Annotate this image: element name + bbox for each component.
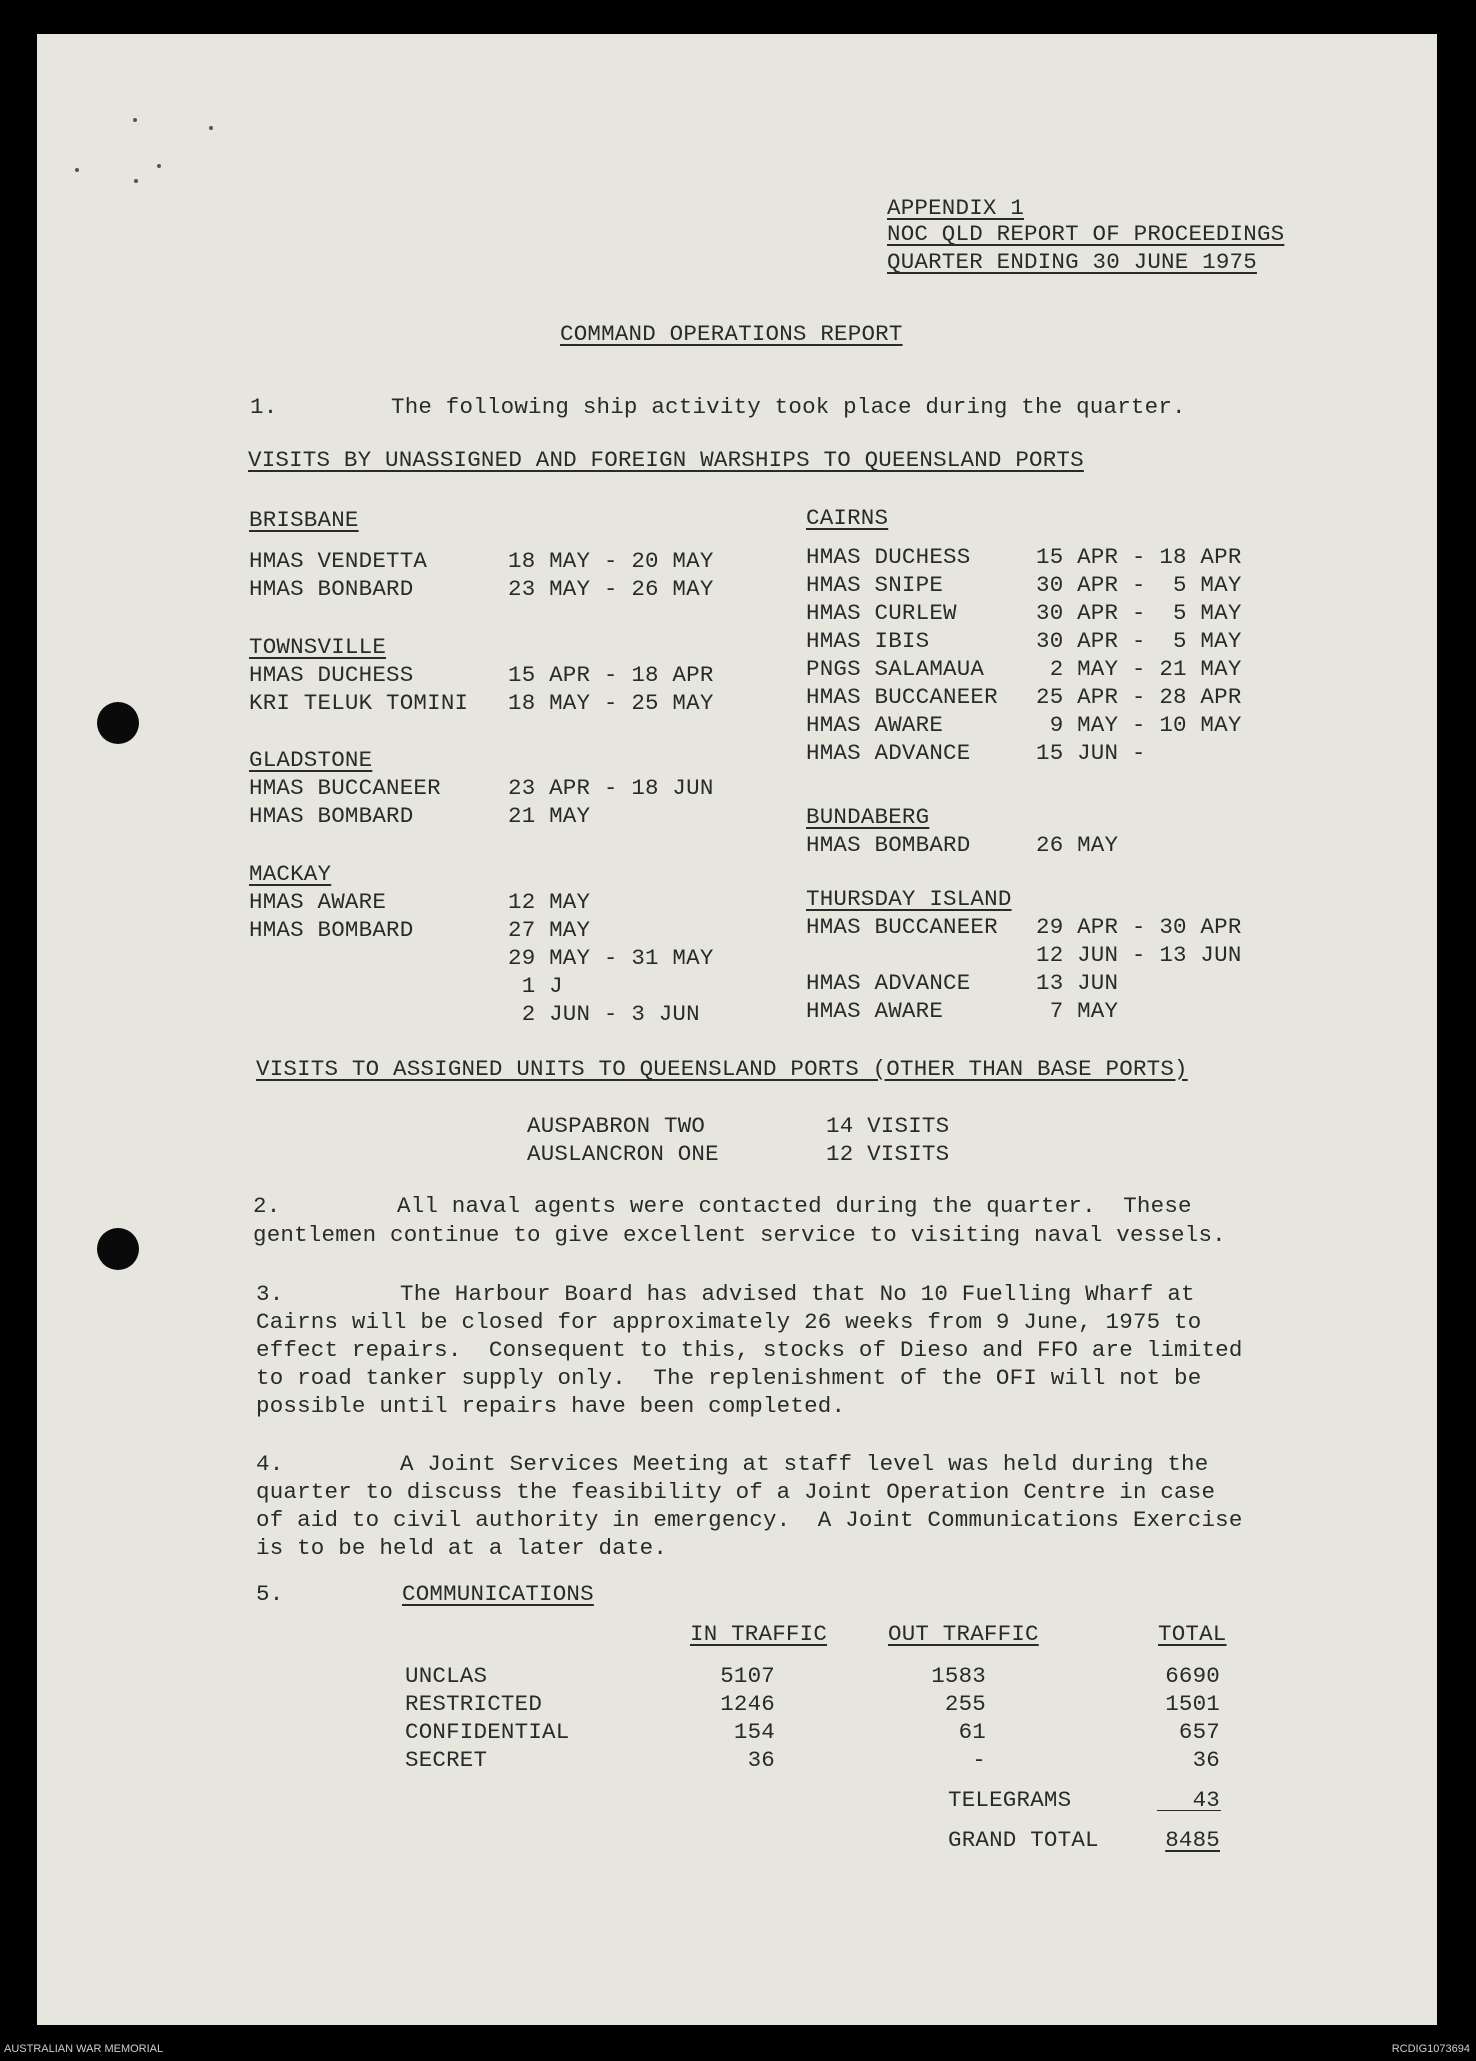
ship-name: HMAS ADVANCE [806,970,971,996]
visit-dates: 29 MAY - 31 MAY [508,945,714,971]
para-3-line: Cairns will be closed for approximately 26 weeks from 9 June, 1975 to [256,1309,1202,1335]
out-traffic-value: 1583 [931,1663,986,1689]
port-name: CAIRNS [806,505,889,531]
section-1-heading: VISITS BY UNASSIGNED AND FOREIGN WARSHIPS TO QUEENSLAND PORTS [248,447,1084,473]
para-2-line: All naval agents were contacted during the quarter. These [397,1193,1192,1219]
visit-dates: 15 APR - 18 APR [508,662,714,688]
visit-dates: 30 APR - 5 MAY [1036,572,1242,598]
telegrams-value: 43 [1192,1787,1220,1813]
ship-name: HMAS AWARE [806,712,944,738]
visit-dates: 15 APR - 18 APR [1036,544,1242,570]
para-3-line: The Harbour Board has advised that No 10 Fuelling Wharf at [400,1281,1195,1307]
assigned-unit-name: AUSPABRON TWO [527,1113,706,1139]
total-value: 1501 [1165,1691,1220,1717]
out-traffic-value: 255 [944,1691,986,1717]
footer-document-id: RCDIG1073694 [1391,2043,1470,2055]
grand-total-value: 8485 [1165,1827,1220,1853]
visit-dates: 13 JUN [1036,970,1119,996]
visit-dates: 15 JUN - [1036,740,1146,766]
out-traffic-value: - [972,1747,986,1773]
port-name: MACKAY [249,861,332,887]
ship-name: PNGS SALAMAUA [806,656,985,682]
paper-speck [133,118,137,122]
telegrams-label: TELEGRAMS [948,1787,1072,1813]
in-traffic-value: 154 [733,1719,775,1745]
visit-dates: 23 APR - 18 JUN [508,775,714,801]
para-4-line: is to be held at a later date. [256,1535,668,1561]
port-name: TOWNSVILLE [249,634,387,660]
ship-name: HMAS VENDETTA [249,548,428,574]
port-name: GLADSTONE [249,747,373,773]
paper-speck [157,164,161,168]
port-name: THURSDAY ISLAND [806,886,1012,912]
visit-dates: 25 APR - 28 APR [1036,684,1242,710]
punch-hole [97,1228,139,1270]
visit-dates: 30 APR - 5 MAY [1036,628,1242,654]
punch-hole [97,702,139,744]
para-2-line: gentlemen continue to give excellent service to visiting naval vessels. [253,1222,1226,1248]
visit-dates: 30 APR - 5 MAY [1036,600,1242,626]
col-header-out-traffic: OUT TRAFFIC [888,1621,1039,1647]
traffic-class-label: RESTRICTED [405,1691,543,1717]
visit-dates: 26 MAY [1036,832,1119,858]
visit-dates: 2 JUN - 3 JUN [508,1001,700,1027]
para-3-line: to road tanker supply only. The replenishment of the OFI will not be [256,1365,1202,1391]
assigned-unit-visits: 14 VISITS [826,1113,950,1139]
communications-heading: COMMUNICATIONS [402,1581,594,1607]
para-4-line: A Joint Services Meeting at staff level was held during the [400,1451,1209,1477]
ship-name: HMAS IBIS [806,628,930,654]
para-3-number: 3. [256,1281,284,1307]
para-3-line: effect repairs. Consequent to this, stocks of Dieso and FFO are limited [256,1337,1243,1363]
para-4-line: of aid to civil authority in emergency. A Joint Communications Exercise [256,1507,1243,1533]
page-title: COMMAND OPERATIONS REPORT [560,321,903,347]
traffic-class-label: UNCLAS [405,1663,488,1689]
ship-name: HMAS BUCCANEER [806,914,998,940]
col-header-in-traffic: IN TRAFFIC [690,1621,828,1647]
visit-dates: 12 MAY [508,889,591,915]
visit-dates: 29 APR - 30 APR [1036,914,1242,940]
visit-dates: 7 MAY [1036,998,1119,1024]
ship-name: HMAS AWARE [806,998,944,1024]
total-value: 6690 [1165,1663,1220,1689]
in-traffic-value: 5107 [720,1663,775,1689]
port-name: BRISBANE [249,507,359,533]
para-1-text: The following ship activity took place during the quarter. [391,394,1186,420]
ship-name: HMAS BUCCANEER [249,775,441,801]
ship-name: HMAS BUCCANEER [806,684,998,710]
out-traffic-value: 61 [958,1719,986,1745]
ship-name: HMAS CURLEW [806,600,957,626]
visit-dates: 27 MAY [508,917,591,943]
para-5-number: 5. [256,1581,284,1607]
in-traffic-value: 1246 [720,1691,775,1717]
telegrams-rule [1157,1810,1221,1811]
ship-name: HMAS AWARE [249,889,387,915]
visit-dates: 9 MAY - 10 MAY [1036,712,1242,738]
assigned-unit-visits: 12 VISITS [826,1141,950,1167]
col-header-total: TOTAL [1158,1621,1227,1647]
port-name: BUNDABERG [806,804,930,830]
paper-speck [134,179,138,183]
ship-name: HMAS BOMBARD [249,803,414,829]
visit-dates: 18 MAY - 25 MAY [508,690,714,716]
traffic-class-label: SECRET [405,1747,488,1773]
visit-dates: 23 MAY - 26 MAY [508,576,714,602]
para-1-number: 1. [250,394,278,420]
ship-name: HMAS ADVANCE [806,740,971,766]
para-4-number: 4. [256,1451,284,1477]
ship-name: HMAS BOMBARD [249,917,414,943]
section-2-heading: VISITS TO ASSIGNED UNITS TO QUEENSLAND PORTS (OTHER THAN BASE PORTS) [256,1056,1188,1082]
grand-total-label: GRAND TOTAL [948,1827,1099,1853]
in-traffic-value: 36 [747,1747,775,1773]
para-3-line: possible until repairs have been completed. [256,1393,846,1419]
ship-name: KRI TELUK TOMINI [249,690,469,716]
visit-dates: 2 MAY - 21 MAY [1036,656,1242,682]
visit-dates: 1 J [508,973,563,999]
appendix-label: APPENDIX 1 [887,195,1025,221]
para-2-number: 2. [253,1193,281,1219]
total-value: 36 [1192,1747,1220,1773]
total-value: 657 [1178,1719,1220,1745]
report-title-line: NOC QLD REPORT OF PROCEEDINGS [887,221,1285,247]
traffic-class-label: CONFIDENTIAL [405,1719,570,1745]
visit-dates: 12 JUN - 13 JUN [1036,942,1242,968]
assigned-unit-name: AUSLANCRON ONE [527,1141,719,1167]
paper-speck [75,168,79,172]
quarter-line: QUARTER ENDING 30 JUNE 1975 [887,249,1257,275]
footer-archive-label: AUSTRALIAN WAR MEMORIAL [4,2043,164,2055]
visit-dates: 18 MAY - 20 MAY [508,548,714,574]
paper-speck [209,126,213,130]
ship-name: HMAS DUCHESS [806,544,971,570]
visit-dates: 21 MAY [508,803,591,829]
ship-name: HMAS DUCHESS [249,662,414,688]
ship-name: HMAS SNIPE [806,572,944,598]
ship-name: HMAS BONBARD [249,576,414,602]
para-4-line: quarter to discuss the feasibility of a Joint Operation Centre in case [256,1479,1216,1505]
ship-name: HMAS BOMBARD [806,832,971,858]
